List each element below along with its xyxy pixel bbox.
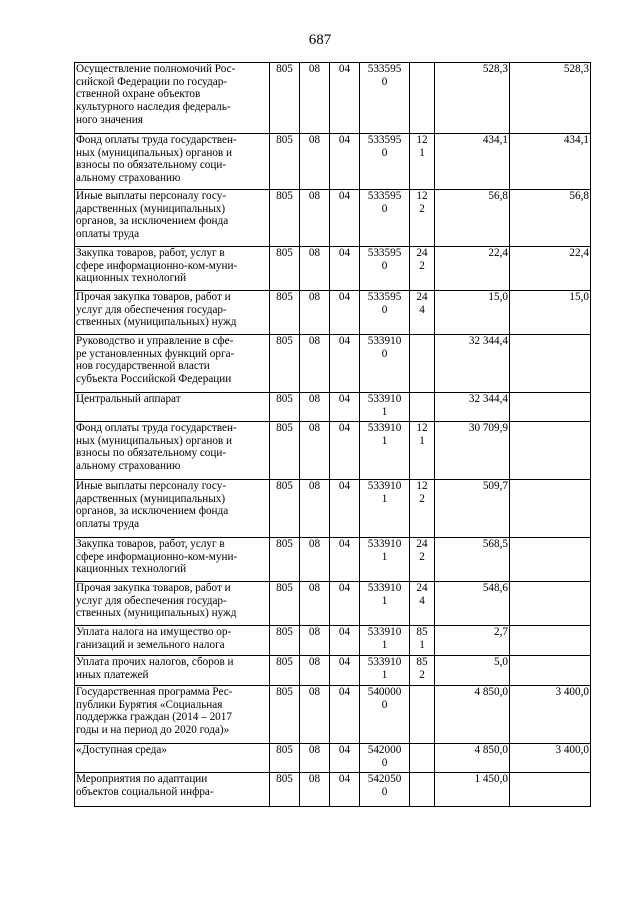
vr-line: 24 xyxy=(416,538,428,550)
vr-cell xyxy=(410,247,435,291)
gr-cell: 805 xyxy=(270,744,300,773)
vr-cell xyxy=(410,686,435,744)
csr-line: 533595 xyxy=(367,247,402,259)
pr-cell: 04 xyxy=(330,582,360,626)
row-name-cell xyxy=(75,686,270,744)
table-row xyxy=(75,538,591,582)
csr-line: 533595 xyxy=(367,134,402,146)
pr-cell: 04 xyxy=(330,773,360,807)
pr-cell: 04 xyxy=(330,335,360,393)
gr-cell: 805 xyxy=(270,335,300,393)
rz-cell: 08 xyxy=(300,656,330,686)
gr-cell: 805 xyxy=(270,582,300,626)
row-name-cell xyxy=(75,422,270,480)
row-name-line: иных платежей xyxy=(76,668,149,681)
vr-cell xyxy=(410,63,435,134)
row-name-line: взносы по обязательному соци- xyxy=(76,447,227,460)
row-name-line: Прочая закупка товаров, работ и xyxy=(76,582,231,594)
rz-cell: 08 xyxy=(300,686,330,744)
csr-cell xyxy=(360,656,410,686)
sum2-cell xyxy=(510,582,591,626)
vr-line: 2 xyxy=(419,202,425,215)
csr-cell xyxy=(360,335,410,393)
pr-cell: 04 xyxy=(330,247,360,291)
vr-cell xyxy=(410,190,435,247)
row-name-cell xyxy=(75,773,270,807)
csr-cell xyxy=(360,626,410,656)
sum2-cell: 3 400,0 xyxy=(510,744,591,773)
rz-cell: 08 xyxy=(300,422,330,480)
sum1-cell: 2,7 xyxy=(435,626,510,656)
csr-line: 540000 xyxy=(367,686,402,698)
row-name-line: Прочая закупка товаров, работ и xyxy=(76,291,231,303)
csr-line: 0 xyxy=(381,347,388,360)
sum2-cell xyxy=(510,626,591,656)
csr-line: 533910 xyxy=(367,656,402,668)
pr-cell: 04 xyxy=(330,291,360,335)
row-name-line: ственной охране объектов xyxy=(76,88,201,101)
vr-line: 12 xyxy=(416,190,428,202)
csr-cell xyxy=(360,190,410,247)
vr-line: 12 xyxy=(416,480,428,492)
csr-line: 533910 xyxy=(367,422,402,434)
sum2-cell xyxy=(510,656,591,686)
gr-cell: 805 xyxy=(270,190,300,247)
vr-cell xyxy=(410,291,435,335)
gr-cell: 805 xyxy=(270,656,300,686)
csr-line: 1 xyxy=(381,550,388,563)
vr-line: 24 xyxy=(416,582,428,594)
csr-cell xyxy=(360,773,410,807)
row-name-line: органов, за исключением фонда xyxy=(76,215,229,228)
row-name-line: «Доступная среда» xyxy=(76,744,167,756)
csr-line: 542050 xyxy=(367,773,402,785)
csr-line: 1 xyxy=(381,434,388,447)
sum1-cell: 548,6 xyxy=(435,582,510,626)
sum1-cell: 32 344,4 xyxy=(435,393,510,422)
table-row xyxy=(75,134,591,190)
table-row xyxy=(75,63,591,134)
vr-cell xyxy=(410,656,435,686)
vr-cell xyxy=(410,582,435,626)
row-name-line: поддержка граждан (2014 – 2017 xyxy=(76,711,232,724)
row-name-line: дарственных (муниципальных) xyxy=(76,492,226,505)
pr-cell: 04 xyxy=(330,626,360,656)
row-name-cell xyxy=(75,335,270,393)
csr-line: 1 xyxy=(381,638,388,651)
vr-line: 4 xyxy=(419,594,425,607)
row-name-cell xyxy=(75,744,270,773)
row-name-line: органов, за исключением фонда xyxy=(76,505,229,518)
csr-line: 0 xyxy=(381,202,388,215)
table-row xyxy=(75,773,591,807)
row-name-line: кационных технологий xyxy=(76,563,187,576)
csr-cell xyxy=(360,744,410,773)
row-name-line: Центральный аппарат xyxy=(76,393,181,405)
gr-cell: 805 xyxy=(270,626,300,656)
sum1-cell: 4 850,0 xyxy=(435,744,510,773)
csr-cell xyxy=(360,393,410,422)
row-name-line: ственных (муниципальных) нужд xyxy=(76,607,237,620)
row-name-line: ственных (муниципальных) нужд xyxy=(76,316,237,329)
csr-line: 0 xyxy=(381,785,388,798)
vr-cell xyxy=(410,134,435,190)
row-name-cell xyxy=(75,63,270,134)
budget-table xyxy=(74,62,591,807)
sum2-cell: 3 400,0 xyxy=(510,686,591,744)
sum2-cell xyxy=(510,422,591,480)
csr-line: 0 xyxy=(381,303,388,316)
csr-line: 0 xyxy=(381,259,388,272)
row-name-line: Государственная программа Рес- xyxy=(76,686,233,698)
sum2-cell xyxy=(510,538,591,582)
row-name-line: Уплата налога на имущество ор- xyxy=(76,626,232,638)
vr-cell xyxy=(410,773,435,807)
row-name-line: культурного наследия федераль- xyxy=(76,101,231,114)
sum1-cell: 528,3 xyxy=(435,63,510,134)
pr-cell: 04 xyxy=(330,134,360,190)
csr-line: 1 xyxy=(381,405,388,418)
vr-line: 1 xyxy=(419,434,425,447)
row-name-line: годы и на период до 2020 года)» xyxy=(76,724,230,737)
pr-cell: 04 xyxy=(330,190,360,247)
rz-cell: 08 xyxy=(300,63,330,134)
csr-line: 533595 xyxy=(367,291,402,303)
table-row xyxy=(75,247,591,291)
csr-cell xyxy=(360,247,410,291)
sum2-cell: 22,4 xyxy=(510,247,591,291)
sum2-cell: 528,3 xyxy=(510,63,591,134)
vr-line: 4 xyxy=(419,303,425,316)
row-name-line: ного значения xyxy=(76,113,143,126)
vr-cell xyxy=(410,626,435,656)
rz-cell: 08 xyxy=(300,773,330,807)
rz-cell: 08 xyxy=(300,335,330,393)
vr-line: 24 xyxy=(416,247,428,259)
row-name-line: Закупка товаров, работ, услуг в xyxy=(76,538,225,550)
row-name-line: Фонд оплаты труда государствен- xyxy=(76,134,237,146)
vr-line: 85 xyxy=(416,656,428,668)
sum1-cell: 32 344,4 xyxy=(435,335,510,393)
row-name-cell xyxy=(75,656,270,686)
sum1-cell: 56,8 xyxy=(435,190,510,247)
row-name-line: субъекта Российской Федерации xyxy=(76,373,232,386)
row-name-line: ганизаций и земельного налога xyxy=(76,638,225,651)
pr-cell: 04 xyxy=(330,63,360,134)
gr-cell: 805 xyxy=(270,686,300,744)
csr-line: 533910 xyxy=(367,626,402,638)
table-row xyxy=(75,582,591,626)
csr-line: 533910 xyxy=(367,538,402,550)
row-name-cell xyxy=(75,582,270,626)
row-name-cell xyxy=(75,538,270,582)
row-name-line: сийской Федерации по государ- xyxy=(76,75,228,88)
sum1-cell: 30 709,9 xyxy=(435,422,510,480)
row-name-line: Мероприятия по адаптации xyxy=(76,773,208,785)
pr-cell: 04 xyxy=(330,480,360,538)
csr-line: 542000 xyxy=(367,744,402,756)
table-row xyxy=(75,422,591,480)
table-row xyxy=(75,190,591,247)
row-name-line: оплаты труда xyxy=(76,228,140,241)
sum2-cell xyxy=(510,393,591,422)
csr-cell xyxy=(360,582,410,626)
csr-line: 1 xyxy=(381,668,388,681)
rz-cell: 08 xyxy=(300,190,330,247)
page-number: 687 xyxy=(308,32,332,48)
row-name-line: Закупка товаров, работ, услуг в xyxy=(76,247,225,259)
csr-line: 533910 xyxy=(367,393,402,405)
vr-line: 1 xyxy=(419,638,425,651)
gr-cell: 805 xyxy=(270,393,300,422)
rz-cell: 08 xyxy=(300,538,330,582)
rz-cell: 08 xyxy=(300,393,330,422)
row-name-line: Уплата прочих налогов, сборов и xyxy=(76,656,234,668)
csr-cell xyxy=(360,480,410,538)
sum1-cell: 15,0 xyxy=(435,291,510,335)
sum2-cell: 434,1 xyxy=(510,134,591,190)
table-row xyxy=(75,393,591,422)
vr-cell xyxy=(410,422,435,480)
gr-cell: 805 xyxy=(270,247,300,291)
row-name-cell xyxy=(75,393,270,422)
row-name-cell xyxy=(75,480,270,538)
pr-cell: 04 xyxy=(330,744,360,773)
pr-cell: 04 xyxy=(330,422,360,480)
csr-cell xyxy=(360,686,410,744)
table-row xyxy=(75,686,591,744)
row-name-line: сфере информационно-ком-муни- xyxy=(76,259,238,272)
vr-cell xyxy=(410,393,435,422)
row-name-line: ре установленных функций орга- xyxy=(76,347,235,360)
row-name-line: объектов социальной инфра- xyxy=(76,785,214,798)
csr-cell xyxy=(360,63,410,134)
row-name-cell xyxy=(75,291,270,335)
vr-cell xyxy=(410,744,435,773)
csr-line: 533910 xyxy=(367,582,402,594)
row-name-line: Иные выплаты персоналу госу- xyxy=(76,190,227,202)
sum1-cell: 5,0 xyxy=(435,656,510,686)
rz-cell: 08 xyxy=(300,480,330,538)
table-row xyxy=(75,291,591,335)
sum1-cell: 1 450,0 xyxy=(435,773,510,807)
sum1-cell: 509,7 xyxy=(435,480,510,538)
sum1-cell: 568,5 xyxy=(435,538,510,582)
row-name-line: сфере информационно-ком-муни- xyxy=(76,550,238,563)
rz-cell: 08 xyxy=(300,291,330,335)
rz-cell: 08 xyxy=(300,626,330,656)
row-name-line: услуг для обеспечения государ- xyxy=(76,594,227,607)
table-row xyxy=(75,656,591,686)
vr-line: 12 xyxy=(416,134,428,146)
sum2-cell xyxy=(510,773,591,807)
row-name-line: оплаты труда xyxy=(76,518,140,531)
sum2-cell xyxy=(510,335,591,393)
row-name-line: Иные выплаты персоналу госу- xyxy=(76,480,227,492)
gr-cell: 805 xyxy=(270,538,300,582)
vr-line: 2 xyxy=(419,492,425,505)
table-row xyxy=(75,335,591,393)
gr-cell: 805 xyxy=(270,773,300,807)
vr-cell xyxy=(410,335,435,393)
table-row xyxy=(75,744,591,773)
rz-cell: 08 xyxy=(300,582,330,626)
csr-line: 533910 xyxy=(367,335,402,347)
sum2-cell: 56,8 xyxy=(510,190,591,247)
row-name-line: альному страхованию xyxy=(76,460,181,473)
csr-line: 0 xyxy=(381,146,388,159)
table-row xyxy=(75,480,591,538)
csr-cell xyxy=(360,422,410,480)
csr-line: 0 xyxy=(381,75,388,88)
csr-cell xyxy=(360,291,410,335)
csr-line: 1 xyxy=(381,492,388,505)
rz-cell: 08 xyxy=(300,134,330,190)
vr-line: 24 xyxy=(416,291,428,303)
row-name-cell xyxy=(75,247,270,291)
vr-cell xyxy=(410,538,435,582)
row-name-line: Руководство и управление в сфе- xyxy=(76,335,234,347)
gr-cell: 805 xyxy=(270,63,300,134)
table-row xyxy=(75,626,591,656)
gr-cell: 805 xyxy=(270,422,300,480)
csr-line: 533595 xyxy=(367,63,402,75)
row-name-line: альному страхованию xyxy=(76,172,181,185)
vr-cell xyxy=(410,480,435,538)
vr-line: 2 xyxy=(419,668,425,681)
vr-line: 2 xyxy=(419,259,425,272)
row-name-cell xyxy=(75,190,270,247)
csr-line: 0 xyxy=(381,698,388,711)
row-name-line: услуг для обеспечения государ- xyxy=(76,303,227,316)
row-name-cell xyxy=(75,626,270,656)
row-name-line: ных (муниципальных) органов и xyxy=(76,434,232,447)
rz-cell: 08 xyxy=(300,744,330,773)
sum2-cell xyxy=(510,480,591,538)
row-name-line: ных (муниципальных) органов и xyxy=(76,146,232,159)
vr-line: 1 xyxy=(419,146,425,159)
vr-line: 85 xyxy=(416,626,428,638)
sum1-cell: 4 850,0 xyxy=(435,686,510,744)
csr-line: 533595 xyxy=(367,190,402,202)
pr-cell: 04 xyxy=(330,393,360,422)
row-name-line: дарственных (муниципальных) xyxy=(76,202,226,215)
rz-cell: 08 xyxy=(300,247,330,291)
pr-cell: 04 xyxy=(330,686,360,744)
csr-line: 0 xyxy=(381,756,388,769)
vr-line: 12 xyxy=(416,422,428,434)
row-name-line: публики Бурятия «Социальная xyxy=(76,698,223,711)
csr-cell xyxy=(360,134,410,190)
row-name-line: Фонд оплаты труда государствен- xyxy=(76,422,237,434)
pr-cell: 04 xyxy=(330,538,360,582)
pr-cell: 04 xyxy=(330,656,360,686)
gr-cell: 805 xyxy=(270,134,300,190)
row-name-line: взносы по обязательному соци- xyxy=(76,159,227,172)
csr-line: 533910 xyxy=(367,480,402,492)
sum1-cell: 434,1 xyxy=(435,134,510,190)
sum1-cell: 22,4 xyxy=(435,247,510,291)
row-name-line: Осуществление полномочий Рос- xyxy=(76,63,236,75)
row-name-cell xyxy=(75,134,270,190)
sum2-cell: 15,0 xyxy=(510,291,591,335)
vr-line: 2 xyxy=(419,550,425,563)
csr-line: 1 xyxy=(381,594,388,607)
csr-cell xyxy=(360,538,410,582)
gr-cell: 805 xyxy=(270,480,300,538)
row-name-line: кационных технологий xyxy=(76,272,187,285)
table-body xyxy=(75,63,591,807)
gr-cell: 805 xyxy=(270,291,300,335)
row-name-line: нов государственной власти xyxy=(76,360,210,373)
